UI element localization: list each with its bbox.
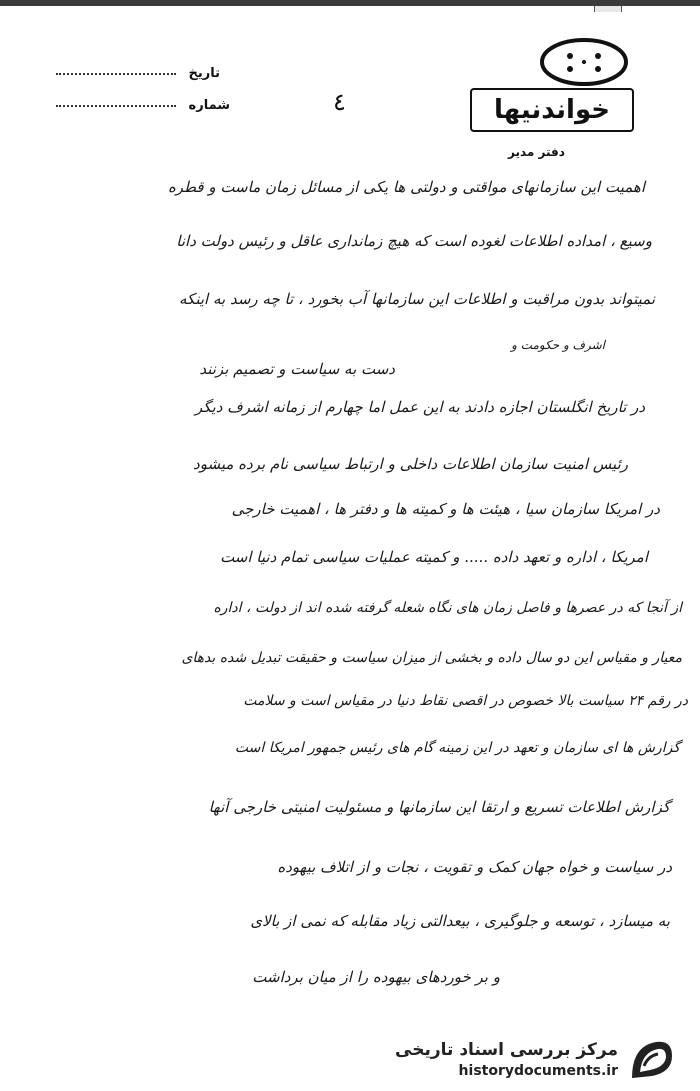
body-line-9: از آنجا که در عصرها و فاصل زمان های نگاه شعله گرفته شده اند از دولت ، اداره bbox=[213, 600, 682, 616]
body-line-5: در تاریخ انگلستان اجازه دادند به این عمل اما چهارم از زمانه اشرف دیگر bbox=[195, 398, 645, 416]
date-field bbox=[56, 66, 220, 81]
date-dotted-line bbox=[56, 73, 176, 75]
number-field bbox=[56, 98, 230, 113]
footer-url: historydocuments.ir bbox=[458, 1063, 618, 1079]
logo-box bbox=[470, 88, 634, 132]
date-label: تاریخ bbox=[188, 66, 221, 81]
body-line-16: و بر خوردهای بیهوده را از میان برداشت bbox=[252, 968, 500, 986]
page-number: ٤ bbox=[333, 88, 346, 116]
body-line-14: در سیاست و خواه جهان کمک و تقویت ، نجات و از اتلاف بیهوده bbox=[277, 858, 672, 876]
body-line-3: نمیتواند بدون مراقبت و اطلاعات این سازمانها آب بخورد ، تا چه رسد به اینکه bbox=[179, 290, 655, 308]
letter-page bbox=[30, 12, 670, 1042]
body-line-2: وسیع ، امداده اطلاعات لغوده است که هیچ زمانداری عاقل و رئیس دولت دانا bbox=[176, 232, 652, 250]
number-label: شماره bbox=[188, 98, 231, 113]
body-line-1: اهمیت این سازمانهای مواقتی و دولتی ها یکی از مسائل زمان ماست و قطره bbox=[167, 178, 645, 196]
logo-text: خواندنیها bbox=[493, 95, 611, 125]
body-line-13: گزارش اطلاعات تسریع و ارتقا این سازمانها و مسئولیت امنیتی خارجی آنها bbox=[208, 798, 670, 816]
office-label: دفتر مدیر bbox=[508, 145, 565, 159]
number-dotted-line bbox=[56, 105, 176, 107]
body-line-4-insert: اشرف و حکومت و bbox=[511, 338, 605, 352]
footer-title: مرکز بررسی اسناد تاریخی bbox=[395, 1040, 618, 1060]
body-line-11: در رقم ۲۴ سیاست بالا خصوص در اقصی نقاط دنیا در مقیاس است و سلامت bbox=[243, 693, 688, 709]
body-line-12: گزارش ها ای سازمان و تعهد در این زمینه گام های رئیس جمهور امریکا است bbox=[234, 740, 680, 756]
logo-emblem-icon bbox=[538, 36, 630, 88]
body-line-10: معیار و مقیاس این دو سال داده و بخشی از میزان سیاست و حقیقت تبدیل شده بدهای bbox=[181, 650, 682, 666]
body-line-6: رئیس امنیت سازمان اطلاعات داخلی و ارتباط سیاسی نام برده میشود bbox=[193, 455, 628, 473]
body-line-7: در امریکا سازمان سیا ، هیئت ها و کمیته ها و دفتر ها ، اهمیت خارجی bbox=[231, 500, 660, 518]
body-line-15: به میسازد ، توسعه و جلوگیری ، بیعدالتی زیاد مقابله که نمی از بالای bbox=[250, 912, 670, 930]
body-line-8: امریکا ، اداره و تعهد داده ..... و کمیته عملیات سیاسی تمام دنیا است bbox=[220, 548, 648, 566]
body-line-4: دست به سیاست و تصمیم بزنند bbox=[199, 360, 395, 378]
archive-logo-icon bbox=[626, 1036, 678, 1086]
